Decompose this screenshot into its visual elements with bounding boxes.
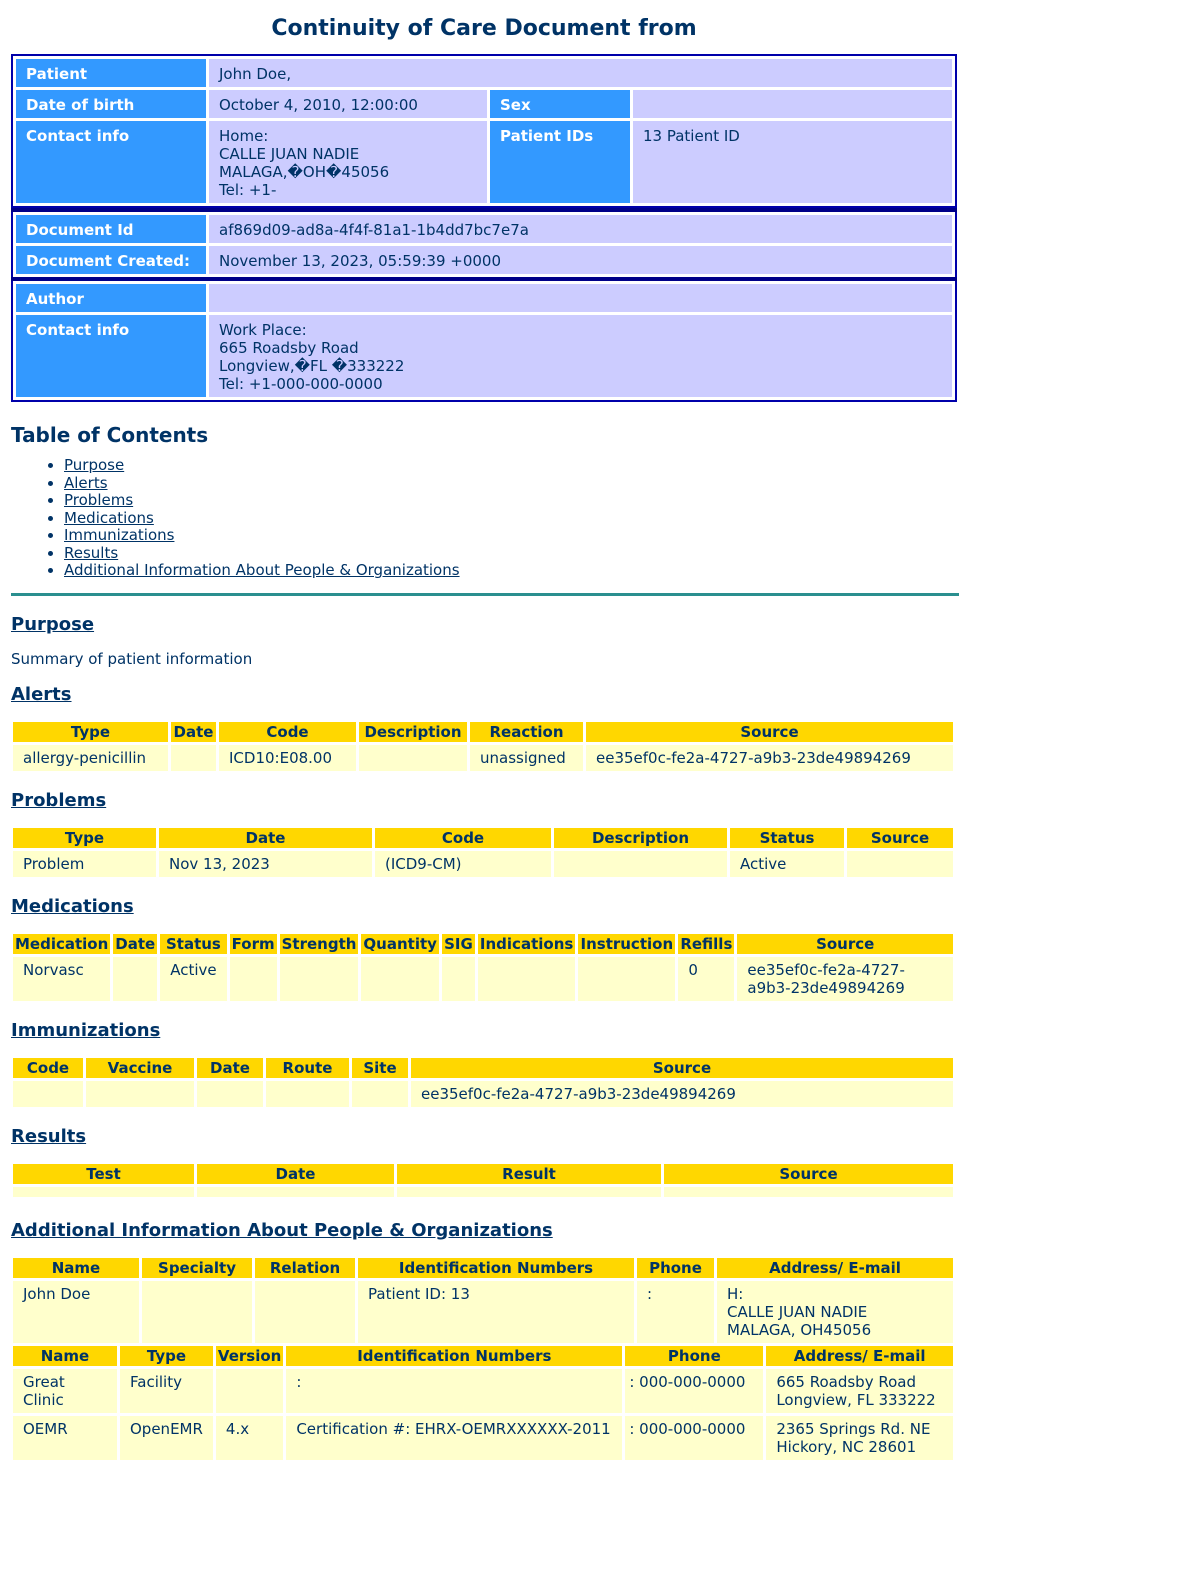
- table-cell: : 000-000-0000: [625, 1416, 763, 1460]
- toc-item: [64, 562, 1189, 580]
- table-cell: Active: [160, 957, 226, 1001]
- table-row: [13, 1416, 953, 1460]
- immunizations-col-route: Route: [266, 1058, 349, 1078]
- orgs-col-address: Address/ E-mail: [766, 1346, 953, 1366]
- people-col-address: Address/ E-mail: [717, 1258, 953, 1278]
- problems-col-date: Date: [159, 828, 372, 848]
- table-row: [13, 1369, 953, 1413]
- orgs-col-type: Type: [120, 1346, 213, 1366]
- table-cell: [197, 1081, 263, 1107]
- table-cell: [554, 851, 727, 877]
- table-cell: Certification #: EHRX-OEMRXXXXXX-2011: [286, 1416, 622, 1460]
- medications-col-indications: Indications: [479, 934, 574, 953]
- table-cell: allergy-penicillin: [13, 745, 168, 771]
- table-cell: [664, 1187, 953, 1197]
- contact-info-value: [209, 121, 487, 203]
- table-cell: [216, 1369, 283, 1413]
- table-row: [13, 851, 953, 877]
- table-cell: [361, 957, 439, 1001]
- table-cell: [142, 1281, 252, 1343]
- patient-header-table: [11, 54, 957, 208]
- dob-value: October 4, 2010, 12:00:00: [209, 90, 487, 118]
- table-cell: [442, 957, 475, 1001]
- contact-line: Home:: [219, 127, 269, 145]
- alerts-col-reaction: Reaction: [470, 722, 583, 742]
- people-col-name: Name: [13, 1258, 139, 1278]
- table-cell: [266, 1081, 349, 1107]
- table-cell: [478, 957, 575, 1001]
- table-cell: 4.x: [216, 1416, 283, 1460]
- document-info-table: [11, 212, 957, 277]
- table-cell: [847, 851, 953, 877]
- immunizations-table: [10, 1055, 956, 1110]
- medications-col-instruction: Instruction: [578, 934, 675, 954]
- table-row: [13, 745, 953, 771]
- contact-info-label: Contact info: [16, 121, 206, 203]
- alerts-col-source: Source: [586, 722, 953, 742]
- document-id-value: af869d09-ad8a-4f4f-81a1-1b4dd7bc7e7a: [209, 215, 952, 243]
- table-cell: unassigned: [470, 745, 583, 771]
- contact-line: CALLE JUAN NADIE: [219, 145, 360, 163]
- sex-value: [633, 90, 952, 118]
- table-cell: Great Clinic: [13, 1369, 117, 1413]
- table-cell: [397, 1187, 661, 1197]
- toc-link-medications[interactable]: Medications: [64, 508, 154, 527]
- table-cell: [578, 957, 675, 1001]
- table-cell: [230, 957, 277, 1001]
- contact-line: Tel: +1-: [219, 181, 277, 199]
- toc-heading: Table of Contents: [11, 423, 209, 447]
- problems-col-status: Status: [730, 828, 844, 848]
- medications-table: [10, 931, 956, 1004]
- patient-ids-label: Patient IDs: [490, 121, 630, 203]
- toc-link-purpose[interactable]: Purpose: [64, 456, 125, 474]
- medications-col-sig: SIG: [442, 934, 475, 954]
- immunizations-col-source: Source: [411, 1058, 953, 1078]
- problems-heading: Problems: [11, 789, 107, 811]
- immunizations-col-vaccine: Vaccine: [86, 1058, 194, 1078]
- document-title: Continuity of Care Document from: [271, 16, 697, 41]
- table-cell: H: CALLE JUAN NADIE MALAGA, OH45056: [717, 1281, 953, 1343]
- orgs-col-phone: Phone: [625, 1346, 763, 1366]
- table-cell: Norvasc: [13, 957, 110, 1001]
- people-col-specialty: Specialty: [142, 1258, 252, 1278]
- table-cell: [255, 1281, 355, 1343]
- table-cell: :: [286, 1369, 622, 1413]
- alerts-col-date: Date: [171, 722, 216, 742]
- toc-link-problems[interactable]: Problems: [64, 491, 134, 509]
- table-cell: :: [637, 1281, 714, 1343]
- results-heading: Results: [11, 1125, 87, 1147]
- sex-label: Sex: [490, 90, 630, 118]
- table-cell: Patient ID: 13: [358, 1281, 634, 1343]
- immunizations-col-code: Code: [13, 1058, 83, 1078]
- results-col-date: Date: [197, 1164, 394, 1184]
- document-created-value: November 13, 2023, 05:59:39 +0000: [209, 246, 952, 274]
- author-contact-value: [209, 315, 952, 397]
- table-cell: 0: [678, 957, 734, 1001]
- medications-col-refills: Refills: [680, 934, 733, 953]
- table-cell: John Doe: [13, 1281, 139, 1343]
- table-cell: [352, 1081, 408, 1107]
- table-cell: ICD10:E08.00: [219, 745, 356, 771]
- table-cell: OpenEMR: [120, 1416, 213, 1460]
- medications-col-quantity: Quantity: [363, 934, 437, 953]
- patient-name: John Doe,: [209, 59, 952, 87]
- table-cell: Active: [730, 851, 844, 877]
- patient-ids-value: 13 Patient ID: [633, 121, 952, 203]
- table-cell: [13, 1081, 83, 1107]
- alerts-col-type: Type: [13, 722, 168, 742]
- immunizations-col-date: Date: [197, 1058, 263, 1078]
- people-col-relation: Relation: [255, 1258, 355, 1278]
- alerts-col-code: Code: [219, 722, 356, 742]
- table-cell: Facility: [120, 1369, 213, 1413]
- table-cell: [86, 1081, 194, 1107]
- people-col-phone: Phone: [637, 1258, 714, 1278]
- toc-item: [64, 492, 1189, 510]
- table-cell: [113, 957, 157, 1001]
- author-value: [209, 284, 952, 312]
- document-id-label: Document Id: [16, 215, 206, 243]
- table-cell: OEMR: [13, 1416, 117, 1460]
- patient-label: Patient: [16, 59, 206, 87]
- problems-col-type: Type: [13, 828, 156, 848]
- orgs-col-name: Name: [13, 1346, 117, 1366]
- table-cell: [280, 957, 359, 1001]
- author-contact-line: Longview,�FL �333222: [219, 357, 405, 375]
- results-table: [10, 1161, 956, 1200]
- author-table: [11, 281, 957, 402]
- table-cell: Nov 13, 2023: [159, 851, 372, 877]
- toc-link-results[interactable]: Results: [64, 543, 119, 562]
- problems-table: [10, 825, 956, 880]
- medications-col-strength: Strength: [281, 934, 357, 953]
- people-table: [10, 1255, 956, 1346]
- table-cell: [171, 745, 216, 771]
- medications-col-source: Source: [737, 934, 953, 954]
- dob-label: Date of birth: [16, 90, 206, 118]
- orgs-col-version: Version: [217, 1346, 282, 1365]
- immunizations-col-site: Site: [352, 1058, 408, 1078]
- table-row: [13, 957, 953, 1001]
- problems-col-description: Description: [554, 828, 727, 848]
- immunizations-heading: Immunizations: [11, 1019, 161, 1041]
- table-cell: [197, 1187, 394, 1197]
- table-cell: ee35ef0c-fe2a-4727-a9b3-23de49894269: [586, 745, 953, 771]
- medications-col-date: Date: [115, 934, 156, 953]
- results-col-test: Test: [13, 1164, 194, 1184]
- toc-item: [64, 527, 1189, 545]
- toc-link-people-orgs[interactable]: Additional Information About People & Organizations: [64, 561, 460, 579]
- toc-item: [64, 457, 1189, 475]
- table-row: [13, 1281, 953, 1343]
- toc-item: [64, 475, 1189, 493]
- toc-item: [64, 545, 1189, 563]
- people-col-ids: Identification Numbers: [358, 1258, 634, 1278]
- toc-link-immunizations[interactable]: Immunizations: [64, 526, 175, 544]
- orgs-col-ids: Identification Numbers: [286, 1346, 622, 1366]
- table-cell: [13, 1187, 194, 1197]
- purpose-text: Summary of patient information: [11, 649, 253, 668]
- alerts-table: [10, 719, 956, 774]
- purpose-heading: Purpose: [11, 613, 95, 635]
- author-contact-line: Work Place:: [219, 321, 307, 339]
- table-cell: (ICD9-CM): [375, 851, 551, 877]
- organizations-table: [10, 1343, 956, 1463]
- author-contact-label: Contact info: [16, 315, 206, 397]
- problems-col-source: Source: [847, 828, 953, 848]
- section-divider: [11, 593, 959, 596]
- document-created-label: Document Created:: [16, 246, 206, 274]
- alerts-col-description: Description: [359, 722, 467, 742]
- author-label: Author: [16, 284, 206, 312]
- table-cell: ee35ef0c-fe2a-4727-a9b3-23de49894269: [737, 957, 953, 1001]
- medications-col-form: Form: [231, 934, 275, 953]
- toc-item: [64, 510, 1189, 528]
- table-cell: 665 Roadsby Road Longview, FL 333222: [766, 1369, 953, 1413]
- author-contact-line: 665 Roadsby Road: [219, 339, 359, 357]
- toc-list: [11, 457, 1189, 580]
- medications-heading: Medications: [11, 895, 134, 917]
- table-row: [13, 1081, 953, 1107]
- contact-line: MALAGA,�OH�45056: [219, 163, 390, 181]
- medications-col-medication: Medication: [15, 934, 109, 953]
- people-orgs-heading: Additional Information About People & Organizations: [11, 1219, 553, 1241]
- alerts-heading: Alerts: [11, 683, 72, 705]
- results-col-result: Result: [397, 1164, 661, 1184]
- table-cell: Problem: [13, 851, 156, 877]
- table-cell: : 000-000-0000: [625, 1369, 763, 1413]
- table-cell: ee35ef0c-fe2a-4727-a9b3-23de49894269: [411, 1081, 953, 1107]
- author-contact-line: Tel: +1-000-000-0000: [219, 375, 383, 393]
- medications-col-status: Status: [160, 934, 226, 954]
- table-cell: [359, 745, 467, 771]
- problems-col-code: Code: [375, 828, 551, 848]
- table-row: [13, 1187, 953, 1197]
- table-cell: 2365 Springs Rd. NE Hickory, NC 28601: [766, 1416, 953, 1460]
- toc-link-alerts[interactable]: Alerts: [64, 473, 108, 492]
- results-col-source: Source: [664, 1164, 953, 1184]
